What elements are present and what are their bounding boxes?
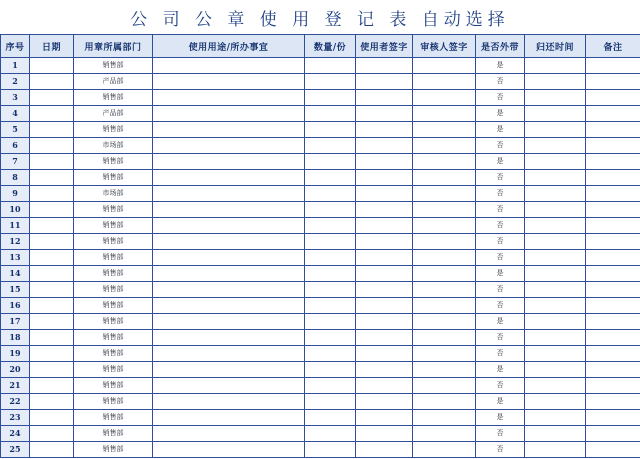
quantity-cell[interactable] [305, 186, 356, 202]
purpose-cell[interactable] [153, 330, 305, 346]
remarks-cell[interactable] [586, 266, 640, 282]
remarks-cell[interactable] [586, 250, 640, 266]
header-cell[interactable]: 归还时间 [525, 35, 586, 58]
reviewer-signature-cell[interactable] [413, 90, 476, 106]
department-cell[interactable]: 销售部 [74, 282, 153, 298]
return-time-cell[interactable] [525, 250, 586, 266]
quantity-cell[interactable] [305, 378, 356, 394]
department-cell[interactable]: 销售部 [74, 394, 153, 410]
user-signature-cell[interactable] [356, 90, 413, 106]
sheet-title: 公 司 公 章 使 用 登 记 表 自动选择 [130, 9, 510, 30]
user-signature-cell[interactable] [356, 298, 413, 314]
date-cell[interactable] [30, 106, 74, 122]
quantity-cell[interactable] [305, 442, 356, 458]
purpose-cell[interactable] [153, 426, 305, 442]
date-cell[interactable] [30, 202, 74, 218]
remarks-cell[interactable] [586, 314, 640, 330]
return-time-cell[interactable] [525, 378, 586, 394]
row-number[interactable]: 12 [1, 234, 30, 250]
date-cell[interactable] [30, 266, 74, 282]
department-cell[interactable]: 销售部 [74, 330, 153, 346]
return-time-cell[interactable] [525, 90, 586, 106]
take-out-cell[interactable]: 否 [476, 426, 525, 442]
reviewer-signature-cell[interactable] [413, 298, 476, 314]
table-row [1, 234, 640, 250]
reviewer-signature-cell[interactable] [413, 138, 476, 154]
header-cell[interactable]: 是否外带 [476, 35, 525, 58]
reviewer-signature-cell[interactable] [413, 394, 476, 410]
quantity-cell[interactable] [305, 426, 356, 442]
quantity-cell[interactable] [305, 330, 356, 346]
row-number[interactable]: 2 [1, 74, 30, 90]
remarks-cell[interactable] [586, 58, 640, 74]
row-number[interactable]: 1 [1, 58, 30, 74]
purpose-cell[interactable] [153, 218, 305, 234]
date-cell[interactable] [30, 442, 74, 458]
purpose-cell[interactable] [153, 314, 305, 330]
date-cell[interactable] [30, 74, 74, 90]
take-out-cell[interactable]: 否 [476, 330, 525, 346]
purpose-cell[interactable] [153, 234, 305, 250]
quantity-cell[interactable] [305, 58, 356, 74]
reviewer-signature-cell[interactable] [413, 170, 476, 186]
row-number[interactable]: 17 [1, 314, 30, 330]
remarks-cell[interactable] [586, 74, 640, 90]
department-cell[interactable]: 销售部 [74, 378, 153, 394]
return-time-cell[interactable] [525, 282, 586, 298]
reviewer-signature-cell[interactable] [413, 442, 476, 458]
remarks-cell[interactable] [586, 138, 640, 154]
purpose-cell[interactable] [153, 58, 305, 74]
seal-usage-table [0, 34, 640, 458]
date-cell[interactable] [30, 186, 74, 202]
purpose-cell[interactable] [153, 266, 305, 282]
user-signature-cell[interactable] [356, 314, 413, 330]
reviewer-signature-cell[interactable] [413, 74, 476, 90]
date-cell[interactable] [30, 346, 74, 362]
user-signature-cell[interactable] [356, 330, 413, 346]
quantity-cell[interactable] [305, 346, 356, 362]
user-signature-cell[interactable] [356, 218, 413, 234]
remarks-cell[interactable] [586, 378, 640, 394]
user-signature-cell[interactable] [356, 250, 413, 266]
remarks-cell[interactable] [586, 298, 640, 314]
take-out-cell[interactable]: 否 [476, 138, 525, 154]
table-row [1, 298, 640, 314]
take-out-cell[interactable]: 否 [476, 250, 525, 266]
reviewer-signature-cell[interactable] [413, 250, 476, 266]
take-out-cell[interactable]: 是 [476, 122, 525, 138]
row-number[interactable]: 16 [1, 298, 30, 314]
remarks-cell[interactable] [586, 154, 640, 170]
reviewer-signature-cell[interactable] [413, 234, 476, 250]
reviewer-signature-cell[interactable] [413, 314, 476, 330]
user-signature-cell[interactable] [356, 378, 413, 394]
table-row [1, 410, 640, 426]
take-out-cell[interactable]: 否 [476, 90, 525, 106]
department-cell[interactable]: 销售部 [74, 298, 153, 314]
department-cell[interactable]: 销售部 [74, 250, 153, 266]
return-time-cell[interactable] [525, 426, 586, 442]
remarks-cell[interactable] [586, 282, 640, 298]
table-row [1, 346, 640, 362]
quantity-cell[interactable] [305, 266, 356, 282]
row-number[interactable]: 21 [1, 378, 30, 394]
row-number[interactable]: 7 [1, 154, 30, 170]
purpose-cell[interactable] [153, 346, 305, 362]
user-signature-cell[interactable] [356, 282, 413, 298]
remarks-cell[interactable] [586, 186, 640, 202]
header-row [1, 35, 640, 58]
department-cell[interactable]: 销售部 [74, 202, 153, 218]
quantity-cell[interactable] [305, 394, 356, 410]
return-time-cell[interactable] [525, 218, 586, 234]
remarks-cell[interactable] [586, 90, 640, 106]
take-out-cell[interactable]: 否 [476, 378, 525, 394]
return-time-cell[interactable] [525, 58, 586, 74]
reviewer-signature-cell[interactable] [413, 186, 476, 202]
take-out-cell[interactable]: 是 [476, 362, 525, 378]
date-cell[interactable] [30, 282, 74, 298]
quantity-cell[interactable] [305, 106, 356, 122]
user-signature-cell[interactable] [356, 58, 413, 74]
purpose-cell[interactable] [153, 90, 305, 106]
table-row [1, 74, 640, 90]
remarks-cell[interactable] [586, 234, 640, 250]
user-signature-cell[interactable] [356, 74, 413, 90]
table-row [1, 282, 640, 298]
return-time-cell[interactable] [525, 362, 586, 378]
date-cell[interactable] [30, 426, 74, 442]
date-cell[interactable] [30, 250, 74, 266]
date-cell[interactable] [30, 90, 74, 106]
date-cell[interactable] [30, 394, 74, 410]
return-time-cell[interactable] [525, 442, 586, 458]
row-number[interactable]: 8 [1, 170, 30, 186]
quantity-cell[interactable] [305, 154, 356, 170]
row-number[interactable]: 3 [1, 90, 30, 106]
row-number[interactable]: 6 [1, 138, 30, 154]
department-cell[interactable]: 销售部 [74, 426, 153, 442]
table-row [1, 250, 640, 266]
remarks-cell[interactable] [586, 426, 640, 442]
department-cell[interactable]: 销售部 [74, 122, 153, 138]
take-out-cell[interactable]: 是 [476, 58, 525, 74]
return-time-cell[interactable] [525, 410, 586, 426]
department-cell[interactable]: 销售部 [74, 362, 153, 378]
quantity-cell[interactable] [305, 250, 356, 266]
table-row [1, 330, 640, 346]
user-signature-cell[interactable] [356, 362, 413, 378]
row-number[interactable]: 9 [1, 186, 30, 202]
take-out-cell[interactable]: 是 [476, 314, 525, 330]
department-cell[interactable]: 销售部 [74, 314, 153, 330]
header-cell[interactable]: 审核人签字 [413, 35, 476, 58]
return-time-cell[interactable] [525, 346, 586, 362]
take-out-cell[interactable]: 否 [476, 442, 525, 458]
purpose-cell[interactable] [153, 442, 305, 458]
row-number[interactable]: 19 [1, 346, 30, 362]
department-cell[interactable]: 产品部 [74, 74, 153, 90]
table-row [1, 442, 640, 458]
remarks-cell[interactable] [586, 218, 640, 234]
table-body [1, 58, 640, 458]
header-cell[interactable]: 用章所属部门 [74, 35, 153, 58]
row-number[interactable]: 24 [1, 426, 30, 442]
purpose-cell[interactable] [153, 154, 305, 170]
reviewer-signature-cell[interactable] [413, 282, 476, 298]
purpose-cell[interactable] [153, 298, 305, 314]
user-signature-cell[interactable] [356, 394, 413, 410]
return-time-cell[interactable] [525, 74, 586, 90]
remarks-cell[interactable] [586, 410, 640, 426]
reviewer-signature-cell[interactable] [413, 106, 476, 122]
return-time-cell[interactable] [525, 122, 586, 138]
table-row [1, 154, 640, 170]
return-time-cell[interactable] [525, 394, 586, 410]
take-out-cell[interactable]: 是 [476, 410, 525, 426]
date-cell[interactable] [30, 330, 74, 346]
table-row [1, 170, 640, 186]
quantity-cell[interactable] [305, 282, 356, 298]
return-time-cell[interactable] [525, 234, 586, 250]
user-signature-cell[interactable] [356, 426, 413, 442]
department-cell[interactable]: 销售部 [74, 234, 153, 250]
quantity-cell[interactable] [305, 170, 356, 186]
purpose-cell[interactable] [153, 250, 305, 266]
date-cell[interactable] [30, 362, 74, 378]
return-time-cell[interactable] [525, 154, 586, 170]
remarks-cell[interactable] [586, 362, 640, 378]
user-signature-cell[interactable] [356, 410, 413, 426]
reviewer-signature-cell[interactable] [413, 202, 476, 218]
quantity-cell[interactable] [305, 90, 356, 106]
date-cell[interactable] [30, 170, 74, 186]
reviewer-signature-cell[interactable] [413, 154, 476, 170]
reviewer-signature-cell[interactable] [413, 58, 476, 74]
purpose-cell[interactable] [153, 138, 305, 154]
user-signature-cell[interactable] [356, 186, 413, 202]
return-time-cell[interactable] [525, 266, 586, 282]
purpose-cell[interactable] [153, 378, 305, 394]
purpose-cell[interactable] [153, 394, 305, 410]
reviewer-signature-cell[interactable] [413, 122, 476, 138]
date-cell[interactable] [30, 314, 74, 330]
return-time-cell[interactable] [525, 298, 586, 314]
date-cell[interactable] [30, 138, 74, 154]
take-out-cell[interactable]: 是 [476, 154, 525, 170]
remarks-cell[interactable] [586, 170, 640, 186]
user-signature-cell[interactable] [356, 170, 413, 186]
remarks-cell[interactable] [586, 122, 640, 138]
date-cell[interactable] [30, 378, 74, 394]
department-cell[interactable]: 市场部 [74, 138, 153, 154]
date-cell[interactable] [30, 410, 74, 426]
date-cell[interactable] [30, 298, 74, 314]
department-cell[interactable]: 销售部 [74, 90, 153, 106]
header-cell[interactable]: 日期 [30, 35, 74, 58]
row-number[interactable]: 11 [1, 218, 30, 234]
quantity-cell[interactable] [305, 314, 356, 330]
quantity-cell[interactable] [305, 202, 356, 218]
header-cell[interactable]: 使用用途/所办事宜 [153, 35, 305, 58]
department-cell[interactable]: 销售部 [74, 218, 153, 234]
table-row [1, 186, 640, 202]
take-out-cell[interactable]: 否 [476, 298, 525, 314]
row-number[interactable]: 13 [1, 250, 30, 266]
remarks-cell[interactable] [586, 106, 640, 122]
header-cell[interactable]: 数量/份 [305, 35, 356, 58]
take-out-cell[interactable]: 是 [476, 266, 525, 282]
take-out-cell[interactable]: 否 [476, 218, 525, 234]
take-out-cell[interactable]: 否 [476, 186, 525, 202]
date-cell[interactable] [30, 122, 74, 138]
remarks-cell[interactable] [586, 202, 640, 218]
date-cell[interactable] [30, 58, 74, 74]
reviewer-signature-cell[interactable] [413, 426, 476, 442]
user-signature-cell[interactable] [356, 234, 413, 250]
remarks-cell[interactable] [586, 442, 640, 458]
row-number[interactable]: 4 [1, 106, 30, 122]
table-row [1, 426, 640, 442]
date-cell[interactable] [30, 154, 74, 170]
quantity-cell[interactable] [305, 298, 356, 314]
purpose-cell[interactable] [153, 202, 305, 218]
reviewer-signature-cell[interactable] [413, 218, 476, 234]
quantity-cell[interactable] [305, 122, 356, 138]
take-out-cell[interactable]: 否 [476, 234, 525, 250]
return-time-cell[interactable] [525, 106, 586, 122]
table-row [1, 90, 640, 106]
take-out-cell[interactable]: 否 [476, 74, 525, 90]
user-signature-cell[interactable] [356, 442, 413, 458]
department-cell[interactable]: 销售部 [74, 266, 153, 282]
quantity-cell[interactable] [305, 74, 356, 90]
purpose-cell[interactable] [153, 106, 305, 122]
quantity-cell[interactable] [305, 362, 356, 378]
return-time-cell[interactable] [525, 330, 586, 346]
row-number[interactable]: 14 [1, 266, 30, 282]
purpose-cell[interactable] [153, 186, 305, 202]
table-row [1, 58, 640, 74]
purpose-cell[interactable] [153, 74, 305, 90]
return-time-cell[interactable] [525, 314, 586, 330]
department-cell[interactable]: 产品部 [74, 106, 153, 122]
take-out-cell[interactable]: 否 [476, 282, 525, 298]
remarks-cell[interactable] [586, 394, 640, 410]
purpose-cell[interactable] [153, 362, 305, 378]
user-signature-cell[interactable] [356, 106, 413, 122]
row-number[interactable]: 10 [1, 202, 30, 218]
header-cell[interactable]: 使用者签字 [356, 35, 413, 58]
table-row [1, 394, 640, 410]
department-cell[interactable]: 销售部 [74, 170, 153, 186]
user-signature-cell[interactable] [356, 346, 413, 362]
department-cell[interactable]: 销售部 [74, 410, 153, 426]
user-signature-cell[interactable] [356, 154, 413, 170]
quantity-cell[interactable] [305, 138, 356, 154]
user-signature-cell[interactable] [356, 266, 413, 282]
quantity-cell[interactable] [305, 234, 356, 250]
remarks-cell[interactable] [586, 330, 640, 346]
take-out-cell[interactable]: 否 [476, 202, 525, 218]
reviewer-signature-cell[interactable] [413, 266, 476, 282]
quantity-cell[interactable] [305, 218, 356, 234]
return-time-cell[interactable] [525, 202, 586, 218]
header-cell[interactable]: 序号 [1, 35, 30, 58]
purpose-cell[interactable] [153, 170, 305, 186]
reviewer-signature-cell[interactable] [413, 346, 476, 362]
purpose-cell[interactable] [153, 122, 305, 138]
row-number[interactable]: 18 [1, 330, 30, 346]
purpose-cell[interactable] [153, 410, 305, 426]
row-number[interactable]: 22 [1, 394, 30, 410]
remarks-cell[interactable] [586, 346, 640, 362]
reviewer-signature-cell[interactable] [413, 330, 476, 346]
date-cell[interactable] [30, 218, 74, 234]
row-number[interactable]: 20 [1, 362, 30, 378]
department-cell[interactable]: 销售部 [74, 346, 153, 362]
quantity-cell[interactable] [305, 410, 356, 426]
table-row [1, 314, 640, 330]
table-row [1, 202, 640, 218]
return-time-cell[interactable] [525, 138, 586, 154]
table-row [1, 106, 640, 122]
department-cell[interactable]: 销售部 [74, 442, 153, 458]
department-cell[interactable]: 销售部 [74, 58, 153, 74]
reviewer-signature-cell[interactable] [413, 410, 476, 426]
take-out-cell[interactable]: 否 [476, 170, 525, 186]
table-row [1, 218, 640, 234]
date-cell[interactable] [30, 234, 74, 250]
department-cell[interactable]: 市场部 [74, 186, 153, 202]
department-cell[interactable]: 销售部 [74, 154, 153, 170]
row-number[interactable]: 5 [1, 122, 30, 138]
table-row [1, 266, 640, 282]
table-row [1, 378, 640, 394]
table-row [1, 362, 640, 378]
row-number[interactable]: 25 [1, 442, 30, 458]
user-signature-cell[interactable] [356, 122, 413, 138]
return-time-cell[interactable] [525, 186, 586, 202]
header-cell[interactable]: 备注 [586, 35, 640, 58]
user-signature-cell[interactable] [356, 138, 413, 154]
take-out-cell[interactable]: 否 [476, 346, 525, 362]
user-signature-cell[interactable] [356, 202, 413, 218]
take-out-cell[interactable]: 是 [476, 394, 525, 410]
table-row [1, 122, 640, 138]
take-out-cell[interactable]: 是 [476, 106, 525, 122]
reviewer-signature-cell[interactable] [413, 362, 476, 378]
row-number[interactable]: 15 [1, 282, 30, 298]
return-time-cell[interactable] [525, 170, 586, 186]
row-number[interactable]: 23 [1, 410, 30, 426]
purpose-cell[interactable] [153, 282, 305, 298]
table-row [1, 138, 640, 154]
reviewer-signature-cell[interactable] [413, 378, 476, 394]
